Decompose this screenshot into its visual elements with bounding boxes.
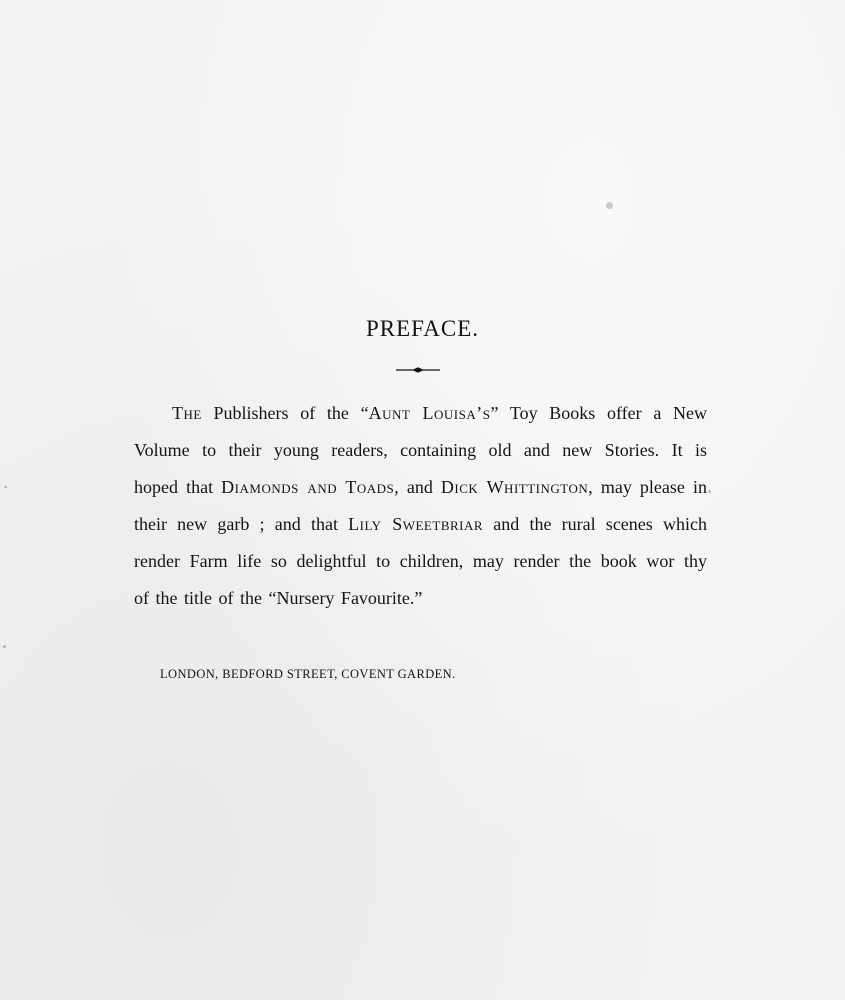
small-caps-text: Diamonds and Toads	[221, 477, 395, 497]
preface-line	[134, 471, 707, 508]
publisher-location: LONDON, BEDFORD STREET, COVENT GARDEN.	[160, 667, 456, 681]
preface-text: of the title of the “Nursery Favourite.”	[134, 588, 423, 608]
preface-line	[134, 508, 707, 545]
paper-speck	[4, 486, 7, 488]
preface-text: ” Toy Books offer a New	[490, 403, 707, 423]
small-caps-text: The	[172, 403, 202, 423]
preface-text: Publishers of the “	[201, 403, 369, 423]
preface-text: their new garb ; and that	[134, 514, 349, 534]
preface-text: Volume to their young readers, containing old and new Stories. It is	[134, 440, 707, 460]
preface-line	[134, 545, 707, 582]
preface-text: and the rural scenes which	[483, 514, 707, 534]
preface-text: hoped that	[134, 477, 222, 497]
paper-speck	[3, 645, 6, 648]
preface-text: , may please in	[588, 477, 707, 497]
preface-body	[134, 397, 707, 619]
title-ornament-divider	[396, 365, 440, 375]
paper-speck	[606, 202, 613, 209]
preface-line	[134, 397, 707, 434]
paper-speck	[708, 490, 711, 493]
small-caps-text: Aunt Louisa’s	[368, 403, 491, 423]
small-caps-text: Dick Whittington	[440, 477, 589, 497]
preface-text: , and	[394, 477, 441, 497]
preface-text: render Farm life so delightful to children, may render the book wor thy	[134, 551, 707, 571]
preface-title: PREFACE.	[365, 316, 480, 341]
preface-line	[134, 582, 707, 619]
small-caps-text: Lily Sweetbriar	[348, 514, 484, 534]
preface-line	[134, 434, 707, 471]
